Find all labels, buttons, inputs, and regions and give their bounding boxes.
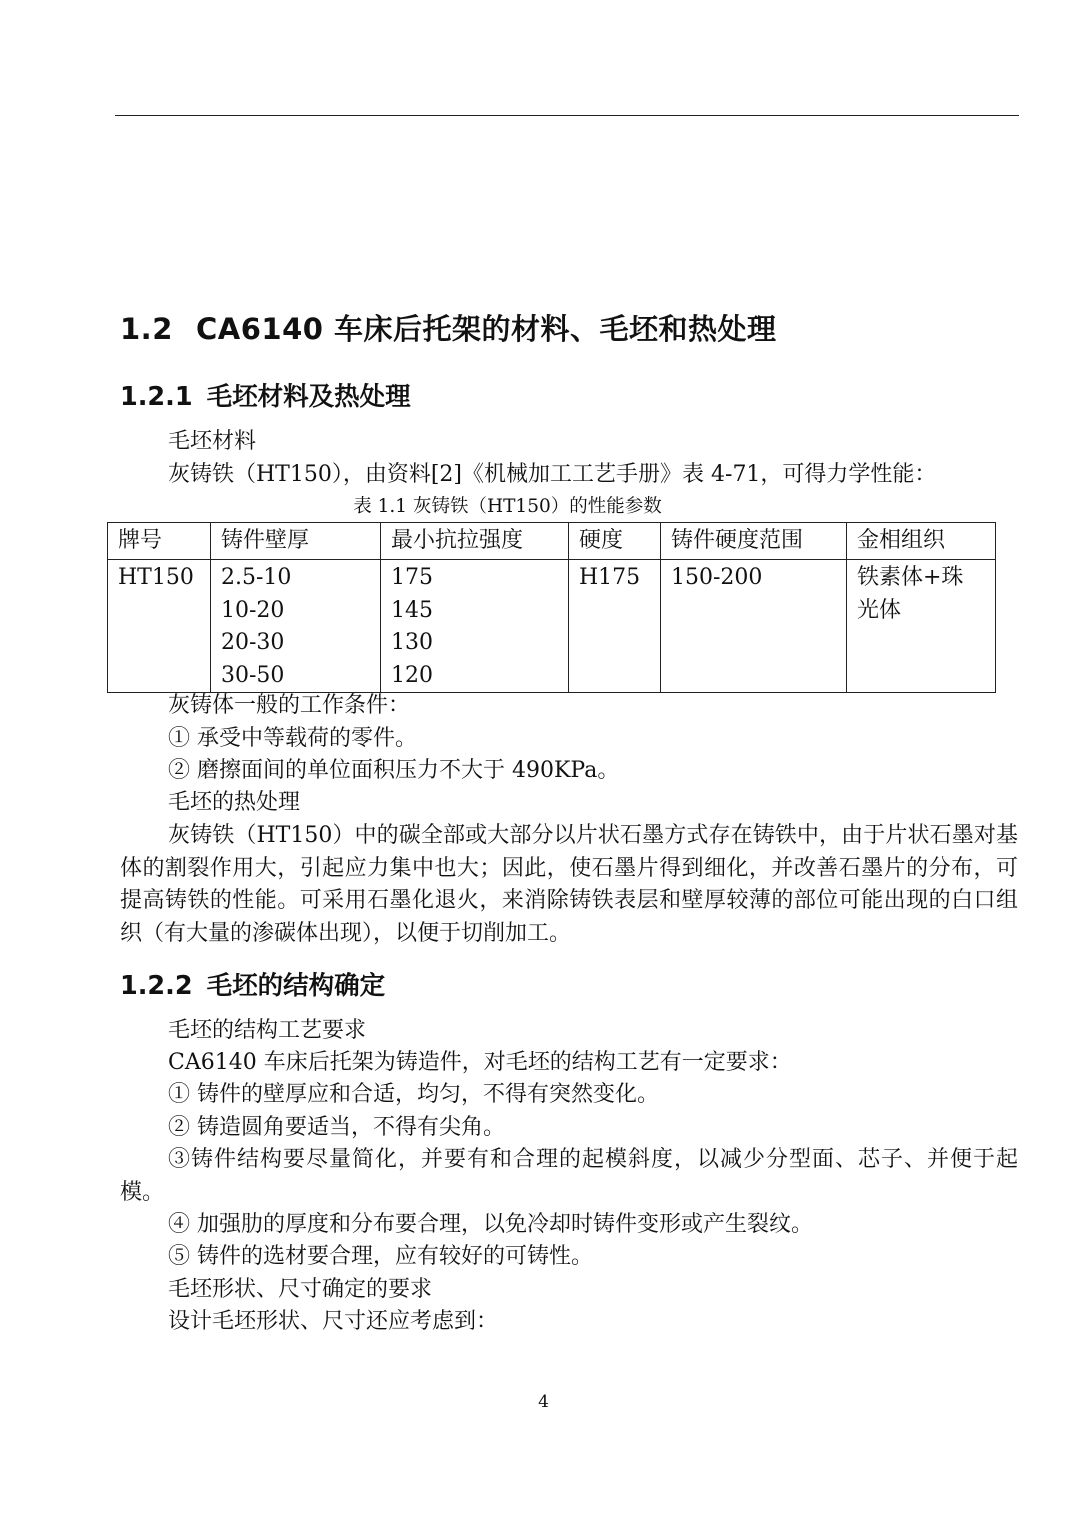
heat-paragraph: 灰铸铁（HT150）中的碳全部或大部分以片状石墨方式存在铸铁中，由于片状石墨对基体的割裂作用大，引起应力集中也大；因此，使石墨片得到细化，并改善石墨片的分布，可提高铸铁的性能。可采用石墨化退火，来消除铸铁表层和壁厚较薄的部位可能出现的白口组织（有大量的渗碳体出现），以便于切削加工。 [120,823,1018,946]
strength-value: 120 [391,662,433,688]
section-title: CA6140 车床后托架的材料、毛坯和热处理 [196,312,777,346]
section-number: 1.2 [120,312,173,346]
strength-value: 175 [391,565,433,590]
strength-value: 130 [391,630,433,655]
thickness-value: 10-20 [221,597,285,623]
cell-hardness-range: 150-200 [661,560,847,693]
header-hardness-range: 铸件硬度范围 [661,523,847,560]
subsection-number-2: 1.2.2 [120,971,193,1001]
cell-strength [381,560,569,693]
cell-thickness [211,560,381,693]
structure-line: 铁素体+珠 [857,565,964,590]
subsection-number-1: 1.2.1 [120,382,193,412]
cell-hardness: H175 [569,560,661,693]
header-strength: 最小抗拉强度 [381,523,569,560]
header-grade: 牌号 [108,523,211,560]
table-header-row [108,523,996,560]
material-label: 毛坯材料 [168,429,257,454]
thickness-value: 20-30 [221,630,285,655]
section-heading [120,307,777,348]
header-hardness: 硬度 [569,523,661,560]
material-intro: 灰铸铁（HT150），由资料[2]《机械加工工艺手册》表 4-71，可得力学性能： [168,462,937,487]
subsection-title-2: 毛坯的结构确定 [206,971,386,1001]
structure-line: 光体 [857,597,902,623]
struct-item: ② 铸造圆角要适当，不得有尖角。 [168,1115,505,1140]
subsection-heading-2 [120,966,385,1002]
struct-item: ① 铸件的壁厚应和合适，均匀，不得有突然变化。 [168,1082,659,1107]
properties-table [107,522,996,693]
shape-label: 毛坯形状、尺寸确定的要求 [168,1277,433,1302]
header-rule [115,115,1019,116]
table-caption: 表 1.1 灰铸铁（HT150）的性能参数 [353,496,662,517]
struct-label: 毛坯的结构工艺要求 [168,1018,367,1043]
struct-item: ⑤ 铸件的选材要合理，应有较好的可铸性。 [168,1244,593,1269]
conditions-label: 灰铸体一般的工作条件： [168,693,411,718]
subsection-heading-1 [120,377,411,413]
heat-label: 毛坯的热处理 [168,790,301,815]
struct-intro: CA6140 车床后托架为铸造件，对毛坯的结构工艺有一定要求： [168,1050,792,1075]
table-row [108,560,996,693]
header-structure: 金相组织 [847,523,996,560]
struct-item-wrapped: ③铸件结构要尽量简化，并要有和合理的起模斜度，以减少分型面、芯子、并便于起模。 [120,1147,1018,1205]
shape-intro: 设计毛坯形状、尺寸还应考虑到： [168,1309,499,1334]
subsection-title-1: 毛坯材料及热处理 [206,382,411,412]
cell-structure [847,560,996,693]
condition-item: ② 磨擦面间的单位面积压力不大于 490KPa。 [168,758,620,783]
thickness-value: 30-50 [221,662,285,688]
header-thickness: 铸件壁厚 [211,523,381,560]
struct-item: ④ 加强肋的厚度和分布要合理，以免冷却时铸件变形或产生裂纹。 [168,1212,813,1237]
cell-grade: HT150 [108,560,211,693]
thickness-value: 2.5-10 [221,565,292,590]
page-number: 4 [538,1392,549,1412]
condition-item: ① 承受中等载荷的零件。 [168,726,417,751]
strength-value: 145 [391,597,433,623]
